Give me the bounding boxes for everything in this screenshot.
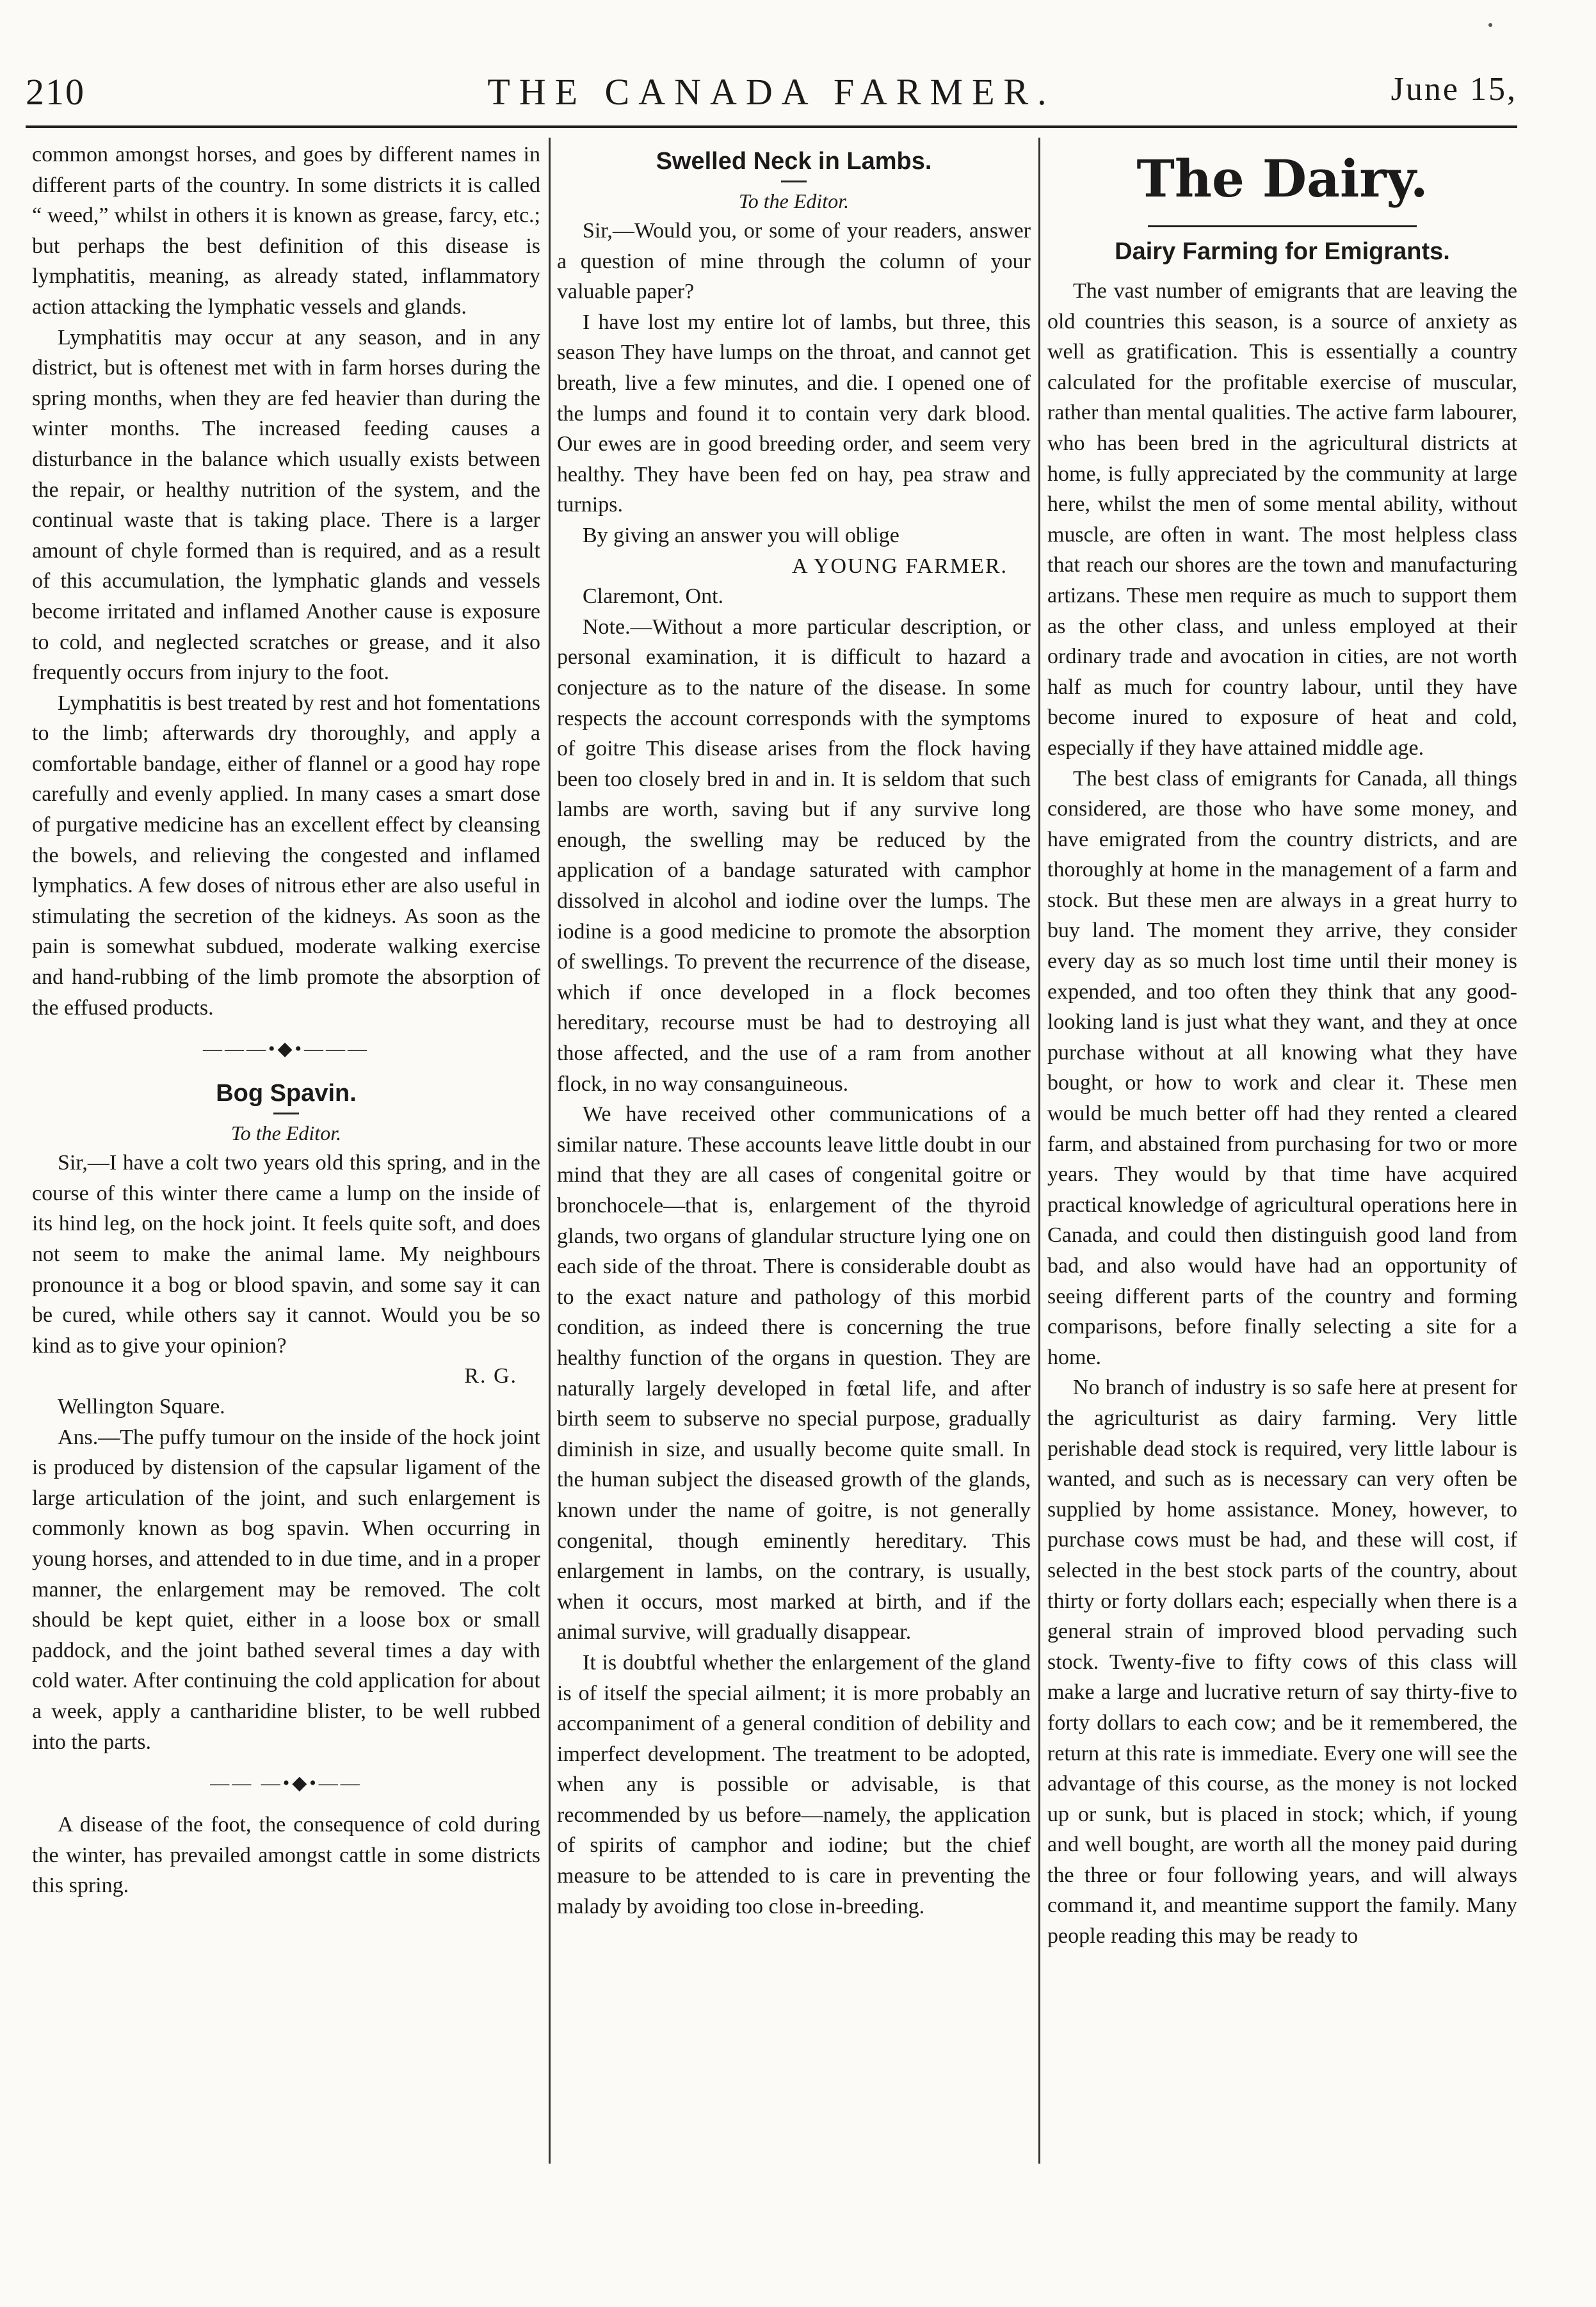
article-paragraph: A disease of the foot, the consequence of cold during the winter, has prevailed amongst cattle in some districts this spring. bbox=[32, 1813, 540, 1898]
section-rule bbox=[1148, 225, 1417, 227]
column-divider-2 bbox=[1038, 138, 1040, 2164]
article-paragraph: It is doubtful whether the enlargement of the gland is of itself the special ailment; it is more probably an accompaniment of a general condition of debility and imperfect development. The treatment to be adopted, when any is possible or advisable, is that recommended by us before—namely, the application of spirits of camphor and iodine; but the chief measure to be attended to is care in preventing the malady by avoiding too close in-breeding. bbox=[557, 1650, 1031, 1918]
column-1 bbox=[32, 140, 540, 1901]
letter-body: Sir,—I have a colt two years old this spring, and in the course of this winter there came a lump on the inside of its hind leg, on the hock joint. It feels quite soft, and does not seem to make the animal lame. My neighbours pronounce it a bog or blood spavin, and some say it can be cured, while others say it cannot. Would you be so kind as to give your opinion? bbox=[32, 1151, 540, 1358]
newspaper-title: THE CANADA FARMER. bbox=[487, 71, 1056, 113]
letter-place: Wellington Square. bbox=[58, 1394, 225, 1419]
section-ornament: ———•◆•——— bbox=[202, 1038, 370, 1060]
editor-note: Note.—Without a more particular description, or personal examination, it is difficult to hazard a conjecture as to the nature of the disease. In some respects the account corresponds with the symptoms of goitre This disease arises from the flock having been too closely bred in and in. It is seldom that such lambs are worth, saving but if any survive long enough, the swelling may be reduced by the application of a bandage saturated with camphor dissolved in alcohol and iodine over the lumps. The iodine is a good medicine to promote the absorption of swellings. To prevent the recurrence of the disease, which if once developed in a flock becomes hereditary, recourse must be had to destroying all those affected, and the use of a ram from another flock, in no way consanguineous. bbox=[557, 615, 1031, 1096]
column-2 bbox=[557, 140, 1031, 1922]
section-heading-dairy: The Dairy. bbox=[1136, 149, 1428, 209]
header-rule bbox=[26, 125, 1517, 128]
article-paragraph: Lymphatitis may occur at any season, and in any district, but is oftenest met with in farm horses during the spring months, when they are fed heavier than during the winter months. The increased feeding causes a disturbance in the balance which usually exists between the repair, or healthy nutrition of the system, and the continual waste that is taking place. There is a larger amount of chyle formed than is required, and as a result of this accumulation, the lymphatic glands and vessels become irritated and inflamed Another cause is exposure to cold, and neglected scratches or grease, and it also frequently occurs from injury to the foot. bbox=[32, 325, 540, 685]
stray-mark bbox=[1488, 23, 1492, 27]
article-paragraph: The best class of emigrants for Canada, all things considered, are those who have some money, and have emigrated from the country districts, and are thoroughly at home in the management of a farm and stock. But these men are always in a great hurry to buy land. The moment they arrive, they consider every day as so much lost time until their money is expended, and too often they think that any good-looking land is just what they want, and they at once purchase without at all knowing what they have bought, or how to work and clear it. These men would be much better off had they rented a cleared farm, and abstained from purchasing for two or more years. They would by that time have acquired practical knowledge of agricultural operations here in Canada, and could then distinguish good land from bad, and also would have had an opportunity of seeing different parts of the country and forming comparisons, before finally selecting a site for a home. bbox=[1047, 766, 1517, 1369]
title-dash bbox=[273, 1113, 299, 1114]
letter-signature: R. G. bbox=[464, 1364, 517, 1388]
section-ornament: —— —•◆•—— bbox=[210, 1772, 362, 1794]
article-paragraph: common amongst horses, and goes by different names in different parts of the country. In some districts it is called “ weed,” whilst in others it is known as grease, farcy, etc.; but perhaps the best definition of this disease is lymphatitis, meaning, as already stated, inflammatory action attacking the lymphatic vessels and glands. bbox=[32, 143, 540, 319]
letter-body: I have lost my entire lot of lambs, but three, this season They have lumps on the throat, and cannot get breath, live a few minutes, and die. I opened one of the lumps and found it to contain very dark blood. Our ewes are in good breeding order, and seem very healthy. They have been fed on hay, pea straw and turnips. bbox=[557, 310, 1031, 517]
page-header bbox=[26, 70, 1517, 122]
letter-body: Sir,—Would you, or some of your readers, answer a question of mine through the column of your valuable paper? bbox=[557, 219, 1031, 304]
column-3 bbox=[1047, 140, 1517, 1952]
issue-date: June 15, bbox=[1390, 71, 1517, 108]
letter-body: By giving an answer you will oblige bbox=[583, 523, 899, 547]
letter-place: Claremont, Ont. bbox=[583, 584, 724, 609]
answer-paragraph: Ans.—The puffy tumour on the inside of the hock joint is produced by distension of the capsular ligament of the large articulation of the joint, and such enlargement is commonly known as bog spavin. When occurring in young horses, and attended to in due time, and in a proper manner, the enlargement may be removed. The colt should be kept quiet, either in a loose box or small paddock, and the joint bathed several times a day with cold water. After continuing the cold application for about a week, apply a cantharidine blister, to be well rubbed into the parts. bbox=[32, 1425, 540, 1754]
article-paragraph: The vast number of emigrants that are leaving the old countries this season, is a source of anxiety as well as gratification. This is essentially a country calculated for the profitable exercise of muscular, rather than mental qualities. The active farm labourer, who has been bred in the agricultural districts at home, is fully appreciated by the community at large here, whilst the men of some mental ability, without muscle, are often in want. The most helpless class that reach our shores are the town and manufacturing artizans. These men require as much to support them as the other class, and unless employed at their ordinary trade and avocation in cities, are not worth half as much for country labour, until they have become inured to exposure of heat and cold, especially if they have attained middle age. bbox=[1047, 279, 1517, 760]
article-title-bog-spavin: Bog Spavin. bbox=[216, 1080, 357, 1107]
letter-salutation: To the Editor. bbox=[230, 1121, 342, 1145]
article-paragraph: No branch of industry is so safe here at present for the agriculturist as dairy farming. Very little perishable dead stock is required, very little labour is wanted, and such as is necessary can very often be supplied by home assistance. Money, however, to purchase cows must be had, and these will cost, if selected in the best stock parts of the country, about thirty or forty dollars each; especially when there is a general strain of improved blood pervading such stock. Twenty-five to fifty cows of this class will make a large and lucrative return of say thirty-five to forty dollars to each cow; and be it remembered, the return at this rate is immediate. Every one will see the advantage of this course, as the money is not locked up or sunk, but is placed in stock; which, if young and well bought, are worth all the money paid during the three or four following years, and will always command it, and meantime support the family. Many people reading this may be ready to bbox=[1047, 1376, 1517, 1949]
article-paragraph: We have received other communications of a similar nature. These accounts leave little doubt in our mind that they are all cases of congenital goitre or bronchocele—that is, enlargement of the thyroid glands, two organs of glandular structure lying one on each side of the throat. There is considerable doubt as to the exact nature and pathology of this morbid condition, as indeed there is concerning the true healthy function of the organs in question. They are naturally largely developed in fœtal life, and after birth seem to subserve no special purpose, gradually diminish in size, and usually become quite small. In the human subject the diseased growth of the glands, known under the name of goitre, is not generally congenital, though eminently hereditary. This enlargement in lambs, on the contrary, is usually, when it occurs, most marked at birth, and if the animal survive, will gradually disappear. bbox=[557, 1102, 1031, 1644]
article-title-swelled-neck: Swelled Neck in Lambs. bbox=[656, 148, 932, 175]
article-paragraph: Lymphatitis is best treated by rest and hot fomentations to the limb; afterwards dry thoroughly, and apply a comfortable bandage, either of flannel or a good hay rope carefully and evenly applied. In many cases a smart dose of purgative medicine has an excellent effect by cleansing the bowels, and relieving the congested and inflamed lymphatics. A few doses of nitrous ether are also useful in stimulating the secretion of the kidneys. As soon as the pain is somewhat subdued, moderate walking exercise and hand-rubbing of the limb promote the absorption of the effused products. bbox=[32, 691, 540, 1020]
article-title-dairy-farming: Dairy Farming for Emigrants. bbox=[1115, 238, 1450, 265]
page-number: 210 bbox=[26, 71, 85, 113]
letter-salutation: To the Editor. bbox=[738, 189, 850, 213]
title-dash bbox=[781, 181, 807, 182]
column-divider-1 bbox=[549, 138, 551, 2164]
letter-signature: A YOUNG FARMER. bbox=[792, 554, 1008, 578]
